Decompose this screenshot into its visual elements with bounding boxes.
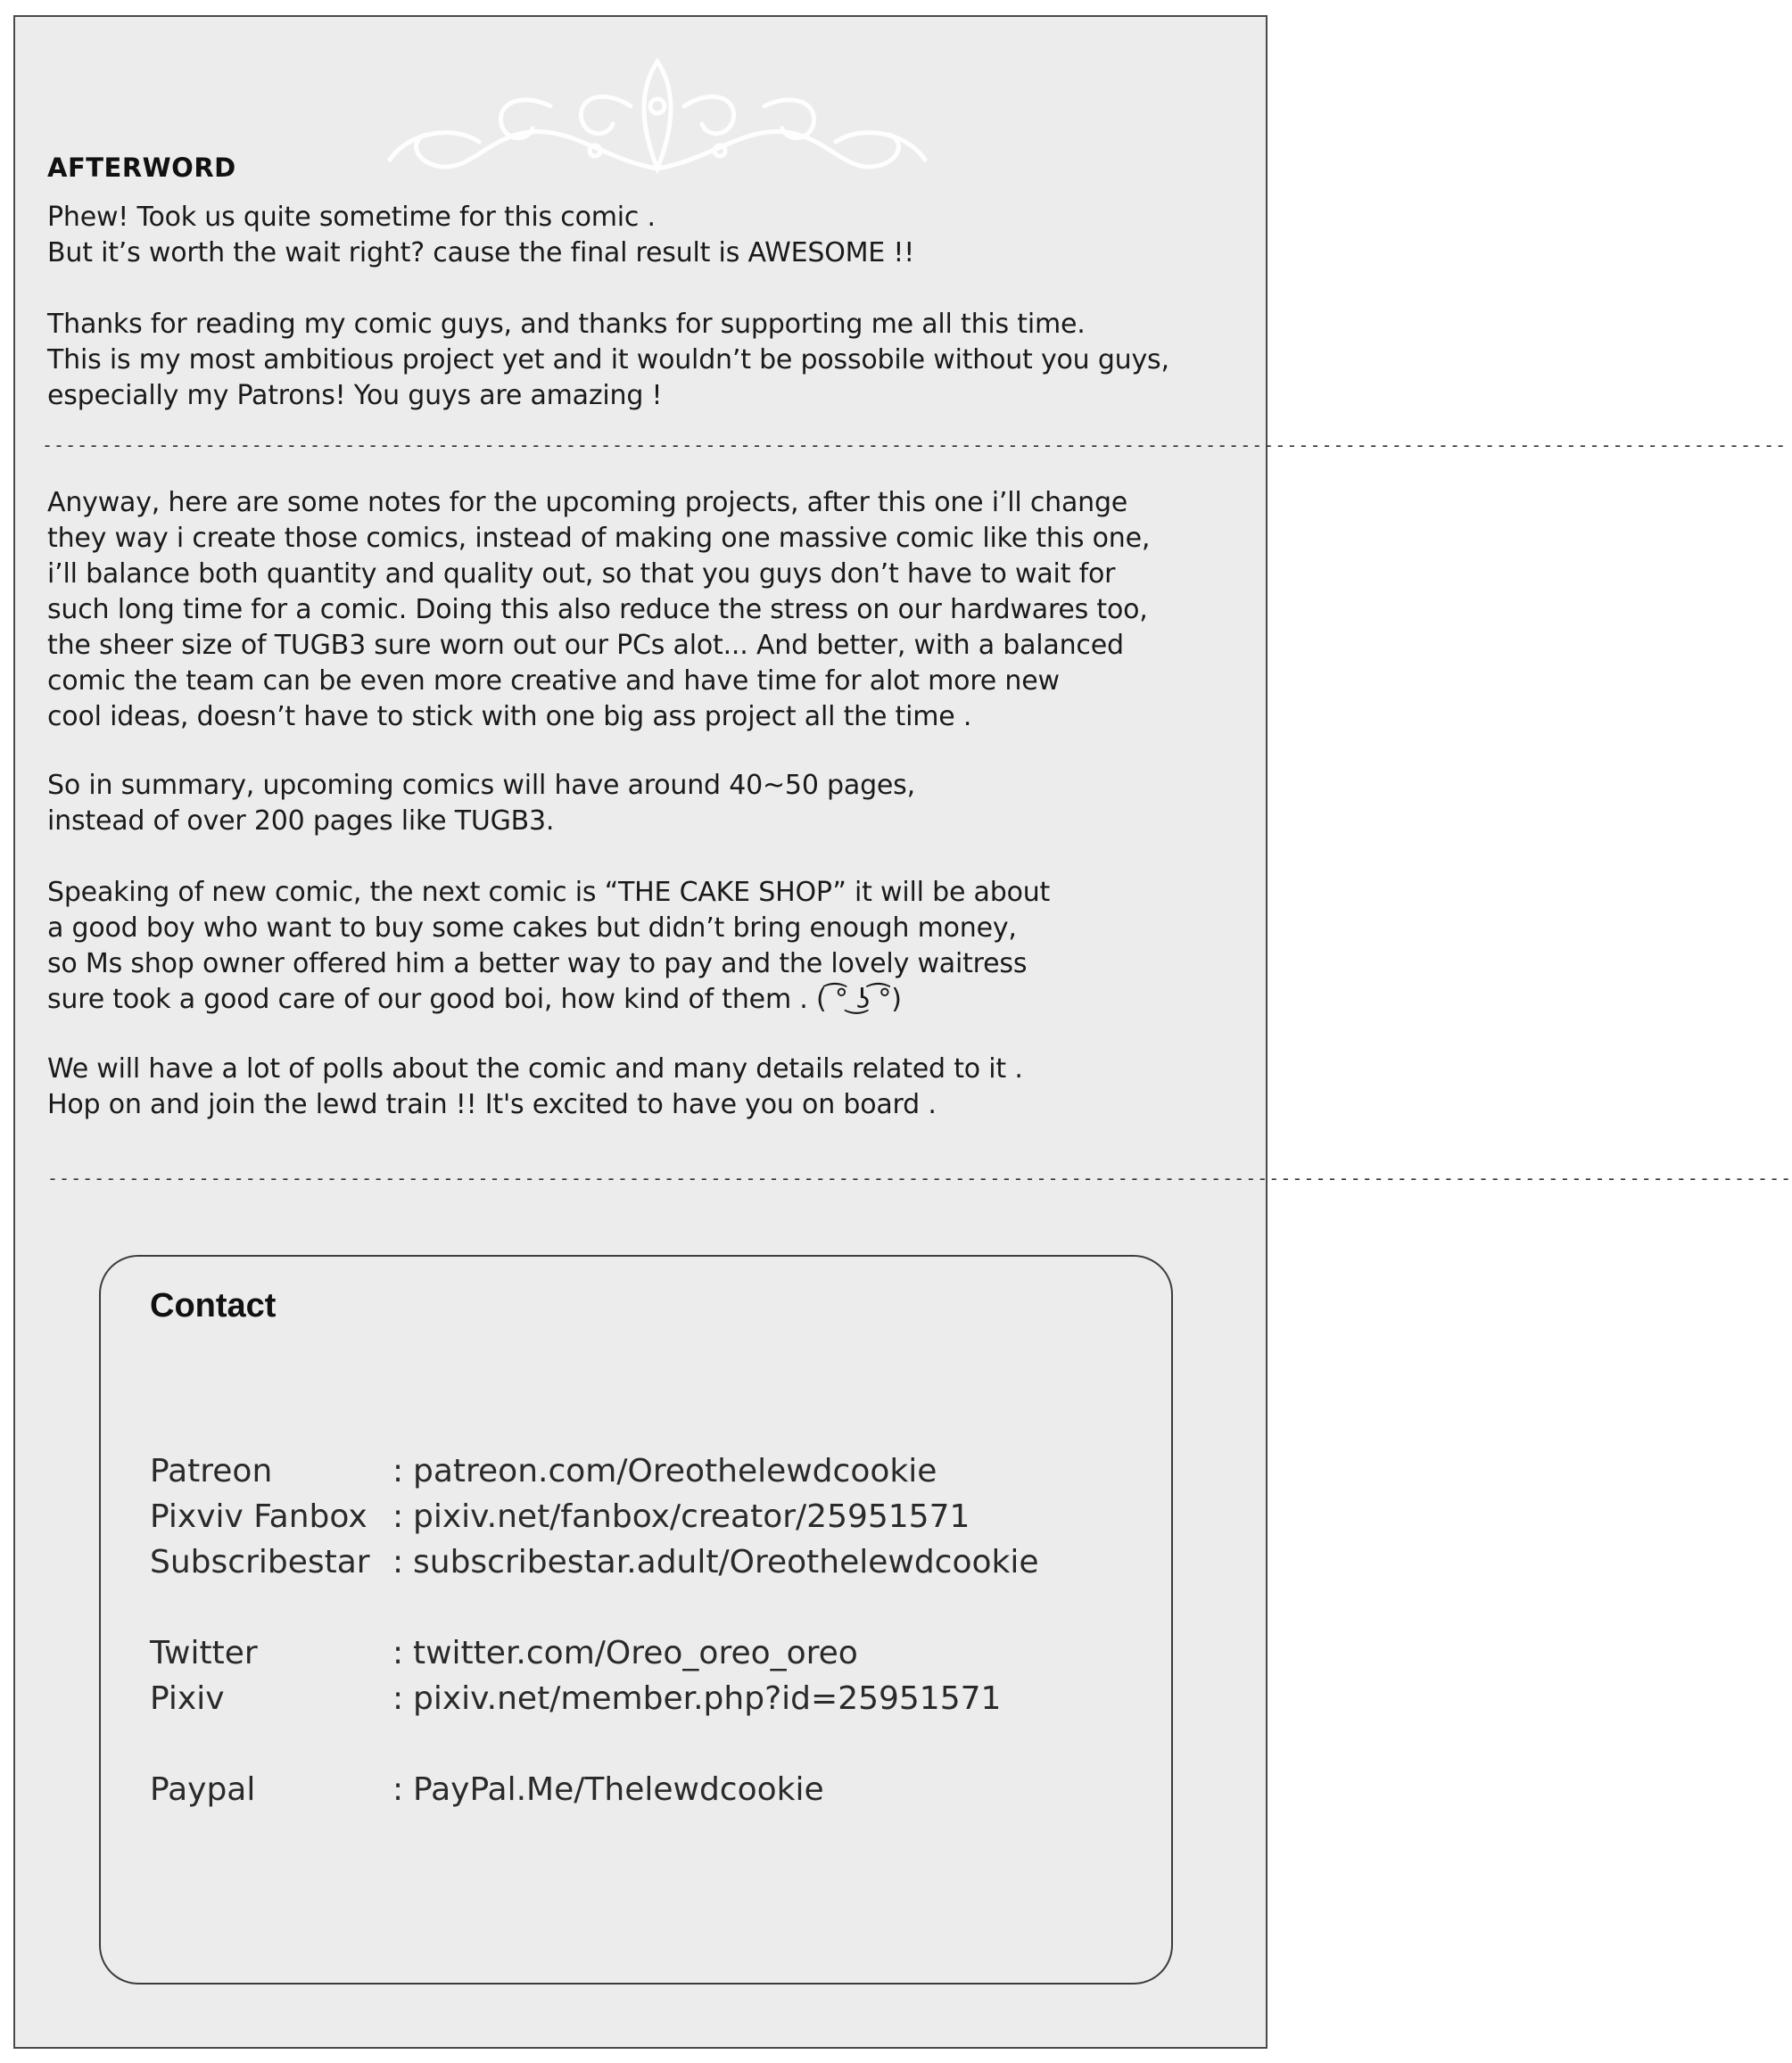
contact-box	[99, 1255, 1173, 1985]
paragraph-upcoming-notes: Anyway, here are some notes for the upcoming projects, after this one i’ll change they way i create those comics, instead of making one massive comic like this one, i’ll balance both quantity and quality out, so that you guys don’t have to wait for such long time for a comic. Doing this also reduce the stress on our hardwares too, the sheer size of TUGB3 sure worn out our PCs alot... And better, with a balanced comic the team can be even more creative and have time for alot more new cool ideas, doesn’t have to stick with one big ass project all the time .	[47, 487, 1151, 732]
contact-colon: :	[392, 1771, 404, 1808]
contact-colon: :	[392, 1635, 404, 1671]
afterword-page	[13, 15, 1792, 2049]
contact-label: Pixviv Fanbox	[150, 1498, 367, 1535]
contact-label: Patreon	[150, 1453, 273, 1489]
contact-label: Paypal	[150, 1771, 256, 1808]
afterword-heading: AFTERWORD	[47, 153, 236, 183]
paragraph-thanks: Thanks for reading my comic guys, and thanks for supporting me all this time. This is my most ambitious project yet and it wouldn’t be possobile without you guys, especially my Patrons! You guys are amazing !	[47, 309, 1169, 411]
paragraph-next-comic: Speaking of new comic, the next comic is “THE CAKE SHOP” it will be about a good boy who want to buy some cakes but didn’t bring enough money, so Ms shop owner offered him a better way to pay and the lovely waitress sure took a good care of our good boi, how kind of them . ( ͡° ͜ʖ ͡°)	[47, 877, 1051, 1015]
contact-colon: :	[392, 1453, 404, 1489]
contact-label: Twitter	[150, 1635, 258, 1671]
contact-link-subscribestar[interactable]: subscribestar.adult/Oreothelewdcookie	[413, 1544, 1039, 1580]
paragraph-summary: So in summary, upcoming comics will have around 40~50 pages, instead of over 200 pages like TUGB3.	[47, 770, 915, 837]
contact-link-fanbox[interactable]: pixiv.net/fanbox/creator/25951571	[413, 1498, 970, 1535]
decorative-flourish-icon	[372, 53, 943, 186]
contact-colon: :	[392, 1680, 404, 1717]
paragraph-intro: Phew! Took us quite sometime for this comic . But it’s worth the wait right? cause the final result is AWESOME !!	[47, 202, 915, 268]
contact-colon: :	[392, 1498, 404, 1535]
contact-title: Contact	[150, 1287, 277, 1324]
divider-bottom: ------------------------------------------------------------------------------------------------------------------------------------------------------	[47, 1168, 1792, 1189]
contact-label: Subscribestar	[150, 1544, 370, 1580]
contact-colon: :	[392, 1544, 404, 1580]
divider-top: ------------------------------------------------------------------------------------------------------------------------------------------------------	[42, 434, 1788, 456]
contact-link-paypal[interactable]: PayPal.Me/Thelewdcookie	[413, 1771, 824, 1808]
contact-link-twitter[interactable]: twitter.com/Oreo_oreo_oreo	[413, 1635, 858, 1671]
paragraph-polls: We will have a lot of polls about the comic and many details related to it . Hop on and join the lewd train !! It's excited to have you on board .	[47, 1053, 1023, 1120]
contact-label: Pixiv	[150, 1680, 225, 1717]
contact-link-patreon[interactable]: patreon.com/Oreothelewdcookie	[413, 1453, 937, 1489]
contact-link-pixiv[interactable]: pixiv.net/member.php?id=25951571	[413, 1680, 1002, 1717]
